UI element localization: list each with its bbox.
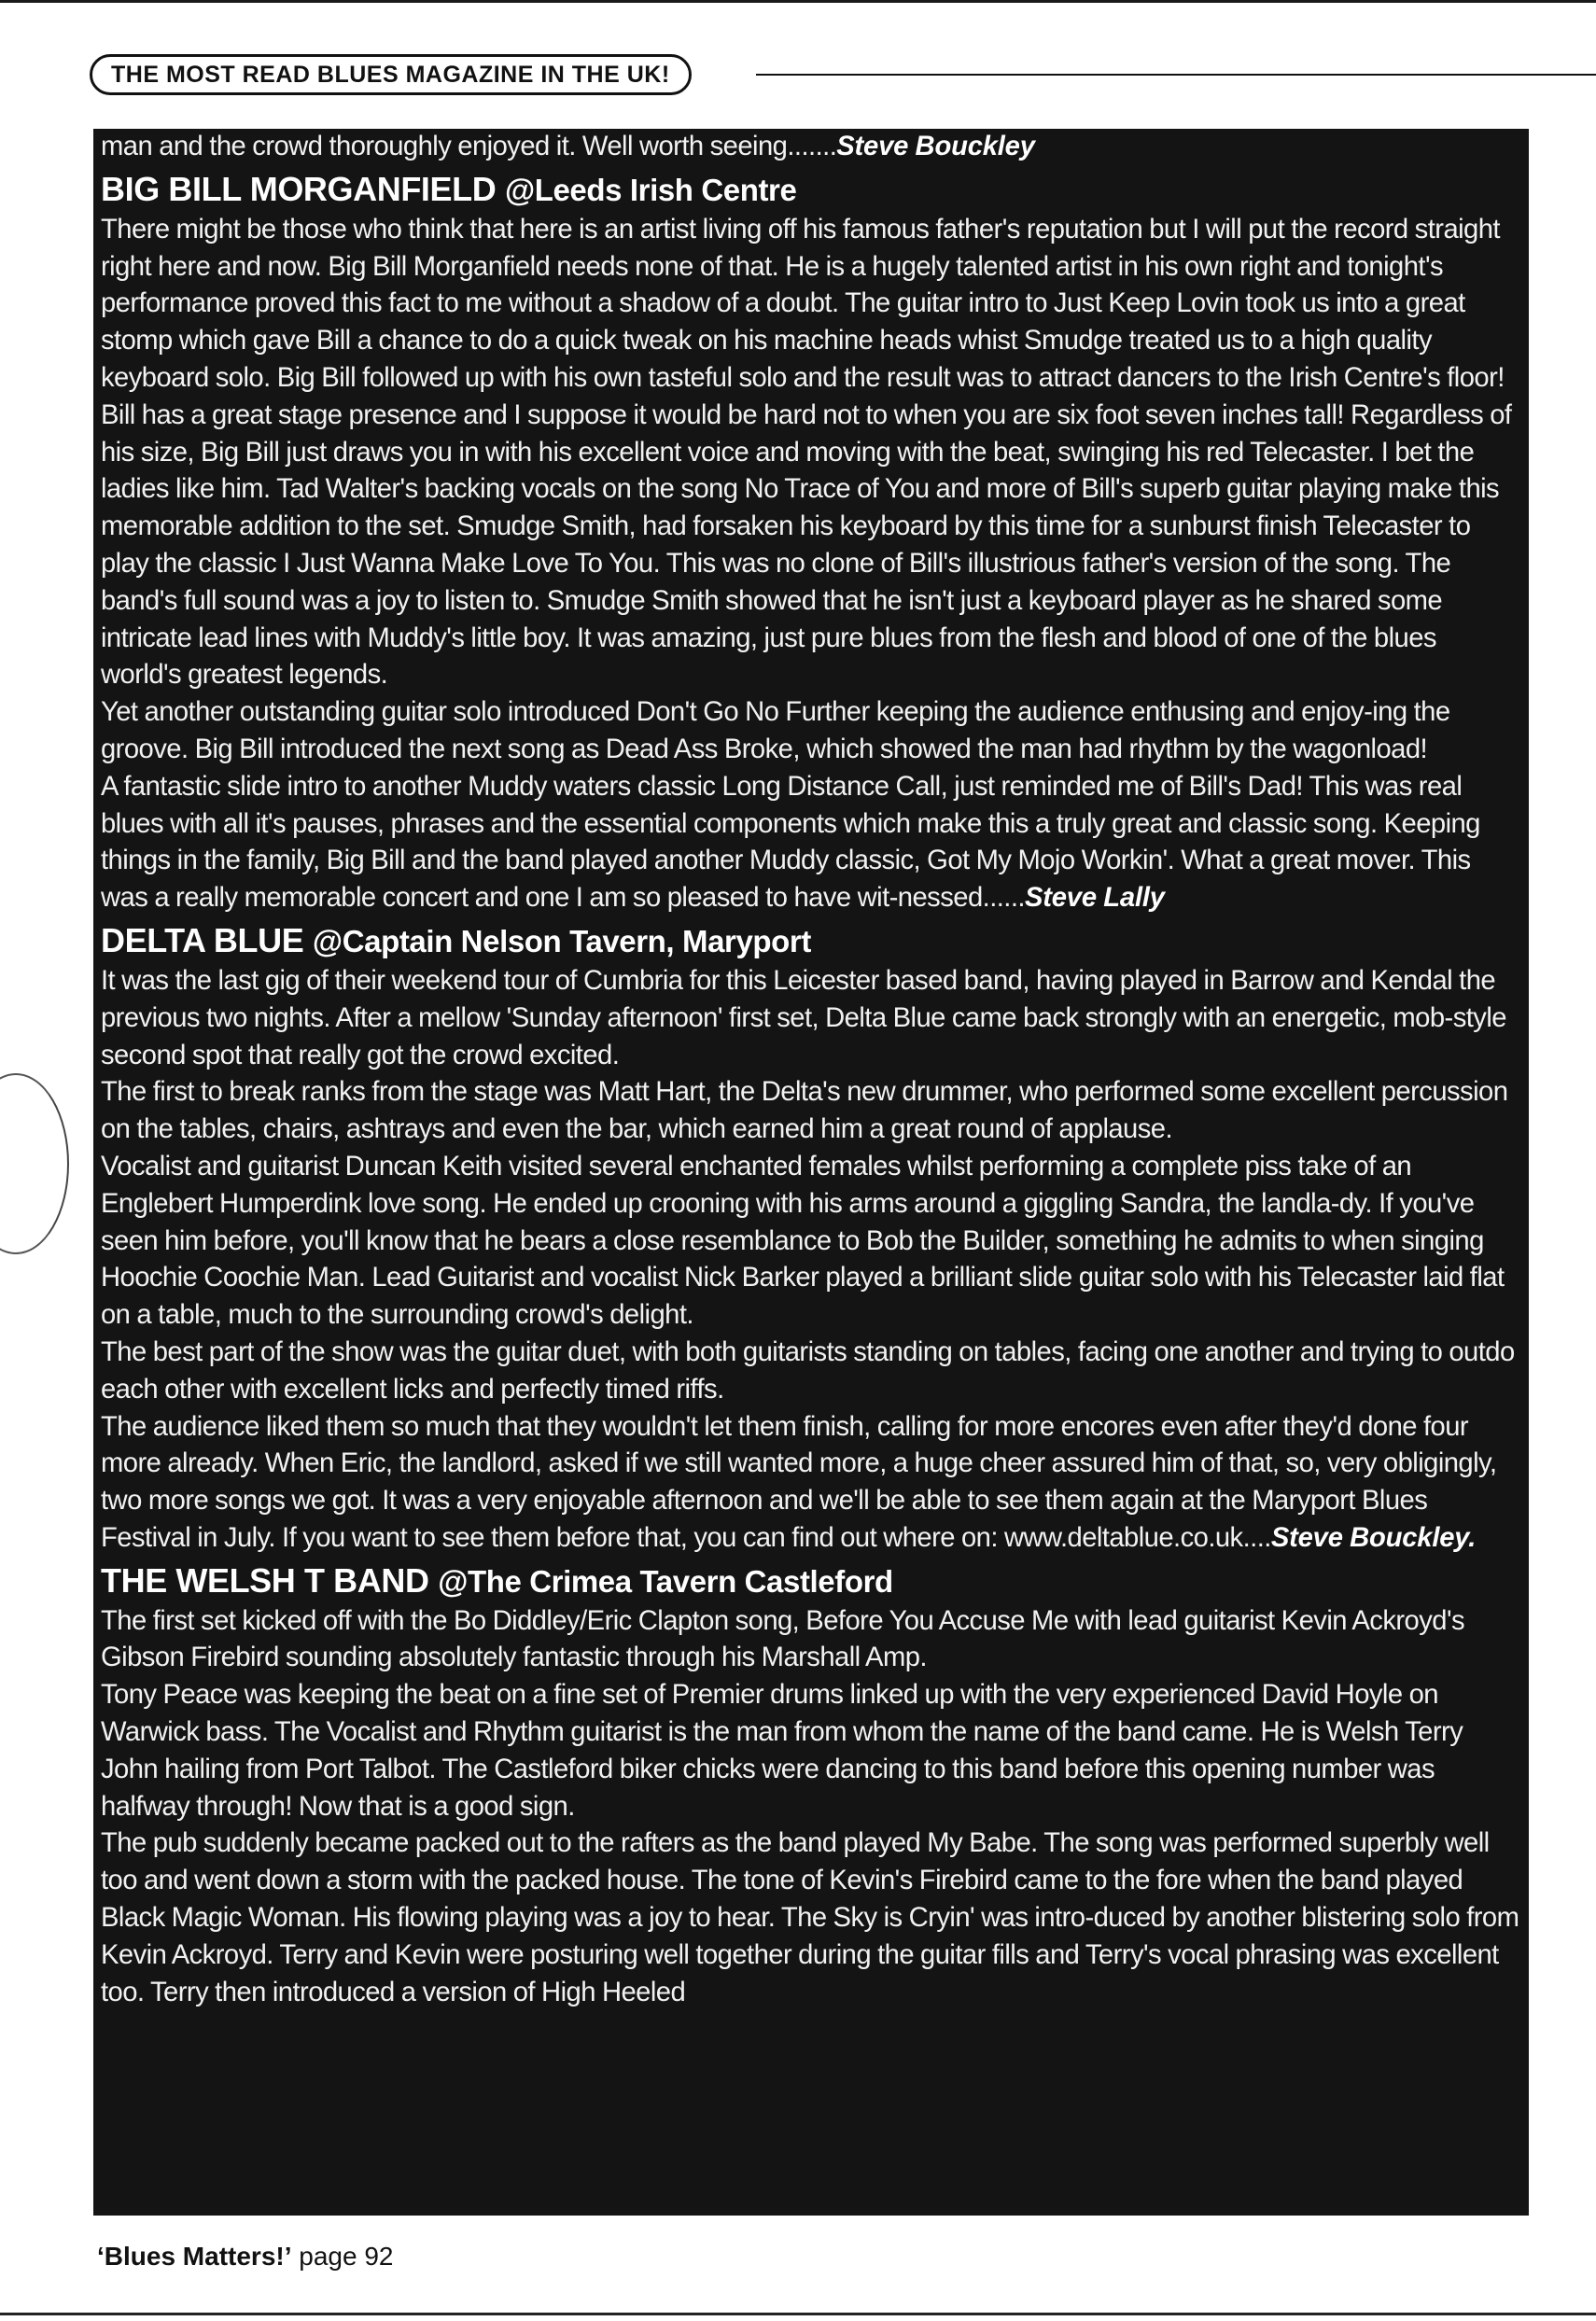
- band-name: BIG BILL MORGANFIELD: [101, 169, 497, 208]
- review-big-bill-morganfield: [101, 168, 1521, 917]
- masthead: [90, 54, 692, 95]
- review-paragraph: It was the last gig of their weekend tour of Cumbria for this Leicester based band, having played in Barrow and Kendal the previous two nights. After a mellow 'Sunday afternoon' first set, Delta Blue came back strongly with an energetic, mob-style second spot that really got the crowd excited.: [101, 965, 1506, 1070]
- band-name: THE WELSH T BAND: [101, 1560, 429, 1600]
- review-paragraph: Yet another outstanding guitar solo introduced Don't Go No Further keeping the audience enthusing and enjoy-ing the groove. Big Bill introduced the next song as Dead Ass Broke, which showed the man had rhythm by the wagonload!: [101, 697, 1450, 764]
- article-panel: [93, 129, 1529, 2216]
- review-byline: Steve Lally: [1024, 883, 1165, 914]
- review-paragraph: [101, 1409, 1521, 1558]
- masthead-rule: [756, 74, 1596, 76]
- review-paragraph: The pub suddenly became packed out to the rafters as the band played My Babe. The song was performed superbly well too and went down a storm with the packed house. The tone of Kevin's Firebird came to the fore when the band played Black Magic Woman. His flowing playing was a joy to hear. The Sky is Cryin' was intro-duced by another blistering solo from Kevin Ackroyd. Terry and Kevin were posturing well together during the guitar fills and Terry's vocal phrasing was excellent too. Terry then introduced a version of High Heeled: [101, 1828, 1519, 2007]
- intro-text: man and the crowd thoroughly enjoyed it. Well worth seeing.......: [101, 132, 837, 161]
- venue-name: @The Crimea Tavern Castleford: [438, 1563, 893, 1599]
- page-footer: [97, 2242, 394, 2272]
- venue-name: @Captain Nelson Tavern, Maryport: [312, 923, 811, 958]
- review-paragraph: [101, 769, 1521, 917]
- magazine-title: ‘Blues Matters!’: [97, 2242, 292, 2271]
- review-paragraph: Vocalist and guitarist Duncan Keith visited several enchanted females whilst performing a complete piss take of an Englebert Humperdink love song. He ended up crooning with his arms around a giggling Sandra, the landla-dy. If you've seen him before, you'll know that he bears a close resemblance to Bob the Builder, something he admits to when singing Hoochie Coochie Man. Lead Guitarist and vocalist Nick Barker played a brilliant slide guitar solo with his Telecaster laid flat on a table, much to the surrounding crowd's delight.: [101, 1151, 1505, 1331]
- review-paragraph: The first to break ranks from the stage was Matt Hart, the Delta's new drummer, who performed some excellent percussion on the tables, chairs, ashtrays and even the bar, which earned him a great round of applause.: [101, 1077, 1508, 1145]
- binder-hole-mark: [0, 1073, 69, 1254]
- review-paragraph-text: The audience liked them so much that they wouldn't let them finish, calling for more encores even after they'd done four more already. When Eric, the landlord, asked if we still wanted more, a huge cheer assured him of that, so, very obligingly, two more songs we got. It was a very enjoyable afternoon and we'll be able to see them again at the Maryport Blues Festival in July. If you want to see them before that, you can find out where on: www.deltablue.co.uk....: [101, 1411, 1497, 1553]
- page-number: page 92: [299, 2242, 394, 2271]
- venue-name: @Leeds Irish Centre: [504, 172, 797, 207]
- review-paragraph: The first set kicked off with the Bo Diddley/Eric Clapton song, Before You Accuse Me with lead guitarist Kevin Ackroyd's Gibson Firebird sounding absolutely fantastic through his Marshall Amp.: [101, 1605, 1465, 1673]
- review-paragraph: The best part of the show was the guitar duet, with both guitarists standing on tables, facing one another and trying to outdo each other with excellent licks and perfectly timed riffs.: [101, 1336, 1515, 1405]
- review-heading: [101, 919, 1521, 963]
- review-paragraph-text: A fantastic slide intro to another Muddy waters classic Long Distance Call, just reminded me of Bill's Dad! This was real blues with all it's pauses, phrases and the essential components which make this a truly great and classic song. Keeping things in the family, Big Bill and the band played another Muddy classic, Got My Mojo Workin'. What a great mover. This was a really memorable concert and one I am so pleased to have wit-nessed......: [101, 771, 1480, 914]
- top-rule: [0, 0, 1596, 3]
- article-body: [101, 129, 1521, 2011]
- review-paragraph: Tony Peace was keeping the beat on a fine set of Premier drums linked up with the very experienced David Hoyle on Warwick bass. The Vocalist and Rhythm guitarist is the man from whom the name of the band came. He is Welsh Terry John hailing from Port Talbot. The Castleford biker chicks were dancing to this band before this opening number was halfway through! Now that is a good sign.: [101, 1680, 1463, 1822]
- review-byline: Steve Bouckley.: [1270, 1522, 1477, 1553]
- review-heading: [101, 168, 1521, 212]
- intro-paragraph: [101, 129, 1521, 166]
- review-delta-blue: [101, 919, 1521, 1558]
- band-name: DELTA BLUE: [101, 920, 304, 959]
- review-paragraph: There might be those who think that here is an artist living off his famous father's reputation but I will put the record straight right here and now. Big Bill Morganfield needs none of that. He is a hugely talented artist in his own right and tonight's performance proved this fact to me without a shadow of a doubt. The guitar intro to Just Keep Lovin took us into a great stomp which gave Bill a chance to do a quick tweak on his machine heads whist Smudge treated us to a high quality keyboard solo. Big Bill followed up with his own tasteful solo and the result was to attract dancers to the Irish Centre's floor! Bill has a great stage presence and I suppose it would be hard not to when you are six foot seven inches tall! Regardless of his size, Big Bill just draws you in with his excellent voice and moving with the beat, swinging his red Telecaster. I bet the ladies like him. Tad Walter's backing vocals on the song No Trace of You and more of Bill's superb guitar playing make this memorable addition to the set. Smudge Smith, had forsaken his keyboard by this time for a sunburst finish Telecaster to play the classic I Just Wanna Make Love To You. This was no clone of Bill's illustrious father's version of the song. The band's full sound was a joy to listen to. Smudge Smith showed that he isn't just a keyboard player as he shared some intricate lead lines with Muddy's little boy. It was amazing, just pure blues from the flesh and blood of one of the blues world's greatest legends.: [101, 214, 1512, 691]
- review-welsh-t-band: [101, 1559, 1521, 2012]
- review-heading: [101, 1559, 1521, 1603]
- intro-byline: Steve Bouckley: [836, 132, 1035, 161]
- masthead-tagline: THE MOST READ BLUES MAGAZINE IN THE UK!: [90, 54, 692, 95]
- bottom-rule: [0, 2313, 1596, 2315]
